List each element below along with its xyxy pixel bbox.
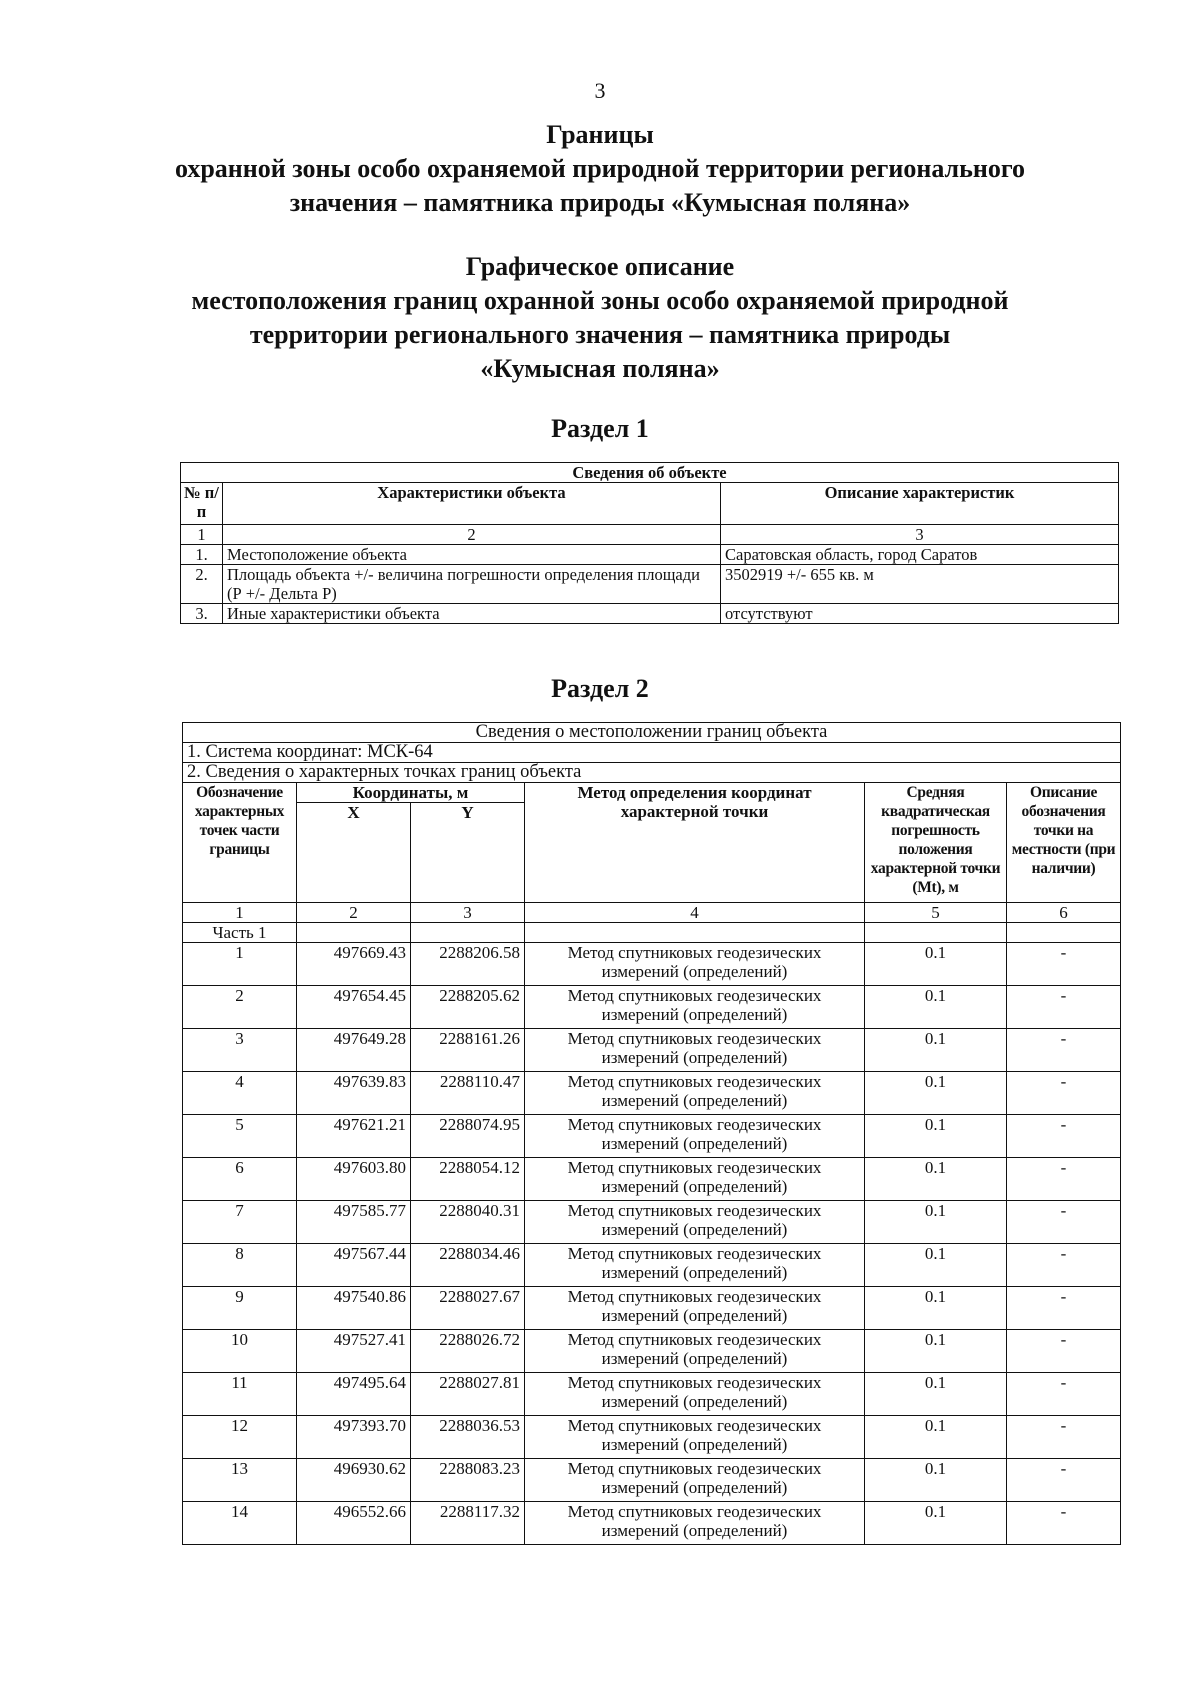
row-number: 2. (181, 565, 223, 604)
table-row (181, 545, 1119, 565)
col-number: 3 (411, 903, 525, 923)
point-description: - (1007, 1330, 1121, 1373)
table-row (183, 1158, 1121, 1201)
coord-y: 2288026.72 (411, 1330, 525, 1373)
coord-y: 2288040.31 (411, 1201, 525, 1244)
col-number: 2 (297, 903, 411, 923)
title-line: значения – памятника природы «Кумысная поляна» (289, 188, 911, 217)
method: Метод спутниковых геодезических измерений (определений) (525, 1373, 865, 1416)
coord-x: 497540.86 (297, 1287, 411, 1330)
method: Метод спутниковых геодезических измерений (определений) (525, 986, 865, 1029)
empty-cell (1007, 923, 1121, 943)
row-description: 3502919 +/- 655 кв. м (721, 565, 1119, 604)
coord-y: 2288117.32 (411, 1502, 525, 1545)
coord-x: 497393.70 (297, 1416, 411, 1459)
point-id: 13 (183, 1459, 297, 1502)
point-description: - (1007, 986, 1121, 1029)
coord-x: 497649.28 (297, 1029, 411, 1072)
point-description: - (1007, 943, 1121, 986)
point-description: - (1007, 1287, 1121, 1330)
point-id: 8 (183, 1244, 297, 1287)
row-characteristic: Местоположение объекта (223, 545, 721, 565)
method: Метод спутниковых геодезических измерений (определений) (525, 1416, 865, 1459)
col-number: 2 (223, 525, 721, 545)
coord-y: 2288074.95 (411, 1115, 525, 1158)
point-description: - (1007, 1373, 1121, 1416)
coord-y: 2288054.12 (411, 1158, 525, 1201)
coord-x: 497567.44 (297, 1244, 411, 1287)
mean-error: 0.1 (865, 1373, 1007, 1416)
col-number: 6 (1007, 903, 1121, 923)
coord-x: 497639.83 (297, 1072, 411, 1115)
header-error: Средняя квадратическая погрешность положения характерной точки (Mt), м (865, 783, 1007, 903)
table-row (183, 1502, 1121, 1545)
document-title (60, 118, 1140, 220)
point-description: - (1007, 1029, 1121, 1072)
row-number: 1. (181, 545, 223, 565)
header-x: X (297, 803, 411, 903)
mean-error: 0.1 (865, 1416, 1007, 1459)
point-id: 11 (183, 1373, 297, 1416)
point-description: - (1007, 1502, 1121, 1545)
mean-error: 0.1 (865, 1029, 1007, 1072)
col-number: 3 (721, 525, 1119, 545)
page-number: 3 (594, 78, 606, 103)
coord-y: 2288027.81 (411, 1373, 525, 1416)
method: Метод спутниковых геодезических измерений (определений) (525, 943, 865, 986)
method: Метод спутниковых геодезических измерений (определений) (525, 1502, 865, 1545)
empty-cell (297, 923, 411, 943)
method: Метод спутниковых геодезических измерений (определений) (525, 1287, 865, 1330)
table-caption: Сведения о местоположении границ объекта (183, 723, 1121, 743)
coordinate-system: 1. Система координат: МСК-64 (183, 743, 1121, 763)
point-description: - (1007, 1115, 1121, 1158)
coord-y: 2288161.26 (411, 1029, 525, 1072)
table-row (183, 1201, 1121, 1244)
coord-y: 2288206.58 (411, 943, 525, 986)
coord-x: 497495.64 (297, 1373, 411, 1416)
method: Метод спутниковых геодезических измерений (определений) (525, 1330, 865, 1373)
mean-error: 0.1 (865, 1244, 1007, 1287)
table-row (183, 1459, 1121, 1502)
point-id: 3 (183, 1029, 297, 1072)
empty-cell (525, 923, 865, 943)
point-description: - (1007, 1072, 1121, 1115)
header-point-description: Описание обозначения точки на местности (при наличии) (1007, 783, 1121, 903)
point-id: 7 (183, 1201, 297, 1244)
empty-cell (865, 923, 1007, 943)
col-number: 5 (865, 903, 1007, 923)
table-row (183, 1373, 1121, 1416)
col-number: 1 (181, 525, 223, 545)
coord-x: 496930.62 (297, 1459, 411, 1502)
coord-x: 497654.45 (297, 986, 411, 1029)
coord-x: 497585.77 (297, 1201, 411, 1244)
point-description: - (1007, 1244, 1121, 1287)
point-id: 5 (183, 1115, 297, 1158)
coord-x: 497669.43 (297, 943, 411, 986)
table-row (183, 1330, 1121, 1373)
table-row (183, 1072, 1121, 1115)
point-id: 6 (183, 1158, 297, 1201)
point-id: 1 (183, 943, 297, 986)
table-row (181, 565, 1119, 604)
subtitle-line: местоположения границ охранной зоны особо охраняемой природной (191, 286, 1009, 315)
coord-y: 2288110.47 (411, 1072, 525, 1115)
row-characteristic: Иные характеристики объекта (223, 604, 721, 624)
table-row (183, 986, 1121, 1029)
table-caption: Сведения об объекте (181, 463, 1119, 483)
subtitle-line: «Кумысная поляна» (480, 354, 720, 383)
mean-error: 0.1 (865, 943, 1007, 986)
coord-x: 496552.66 (297, 1502, 411, 1545)
method: Метод спутниковых геодезических измерений (определений) (525, 1201, 865, 1244)
method: Метод спутниковых геодезических измерений (определений) (525, 1115, 865, 1158)
coord-x: 497603.80 (297, 1158, 411, 1201)
row-number: 3. (181, 604, 223, 624)
col-number: 1 (183, 903, 297, 923)
point-id: 10 (183, 1330, 297, 1373)
document-subtitle (60, 250, 1140, 386)
subtitle-line: территории регионального значения – памятника природы (249, 320, 951, 349)
section2-title: Раздел 2 (551, 674, 649, 703)
method: Метод спутниковых геодезических измерений (определений) (525, 1072, 865, 1115)
mean-error: 0.1 (865, 1158, 1007, 1201)
section1-title: Раздел 1 (551, 414, 649, 443)
mean-error: 0.1 (865, 1287, 1007, 1330)
coord-y: 2288083.23 (411, 1459, 525, 1502)
mean-error: 0.1 (865, 986, 1007, 1029)
table-row (183, 1416, 1121, 1459)
point-id: 2 (183, 986, 297, 1029)
header-coordinates: Координаты, м (297, 783, 525, 803)
header-characteristics: Характеристики объекта (223, 483, 721, 525)
point-id: 12 (183, 1416, 297, 1459)
method: Метод спутниковых геодезических измерений (определений) (525, 1029, 865, 1072)
points-caption: 2. Сведения о характерных точках границ объекта (183, 763, 1121, 783)
coord-y: 2288027.67 (411, 1287, 525, 1330)
coord-x: 497621.21 (297, 1115, 411, 1158)
table-row (183, 943, 1121, 986)
coord-y: 2288205.62 (411, 986, 525, 1029)
header-method: Метод определения координат характерной точки (525, 783, 865, 903)
coord-y: 2288034.46 (411, 1244, 525, 1287)
mean-error: 0.1 (865, 1072, 1007, 1115)
row-characteristic: Площадь объекта +/- величина погрешности определения площади (Р +/- Дельта Р) (223, 565, 721, 604)
table-row (181, 604, 1119, 624)
row-description: Саратовская область, город Саратов (721, 545, 1119, 565)
mean-error: 0.1 (865, 1201, 1007, 1244)
table-row (183, 1115, 1121, 1158)
mean-error: 0.1 (865, 1330, 1007, 1373)
title-line: Границы (546, 120, 654, 149)
table-row (183, 1287, 1121, 1330)
header-y: Y (411, 803, 525, 903)
header-description: Описание характеристик (721, 483, 1119, 525)
point-id: 14 (183, 1502, 297, 1545)
row-description: отсутствуют (721, 604, 1119, 624)
mean-error: 0.1 (865, 1115, 1007, 1158)
title-line: охранной зоны особо охраняемой природной территории регионального (174, 154, 1026, 183)
mean-error: 0.1 (865, 1502, 1007, 1545)
method: Метод спутниковых геодезических измерений (определений) (525, 1158, 865, 1201)
point-id: 9 (183, 1287, 297, 1330)
table-row (183, 1244, 1121, 1287)
boundary-points-table (182, 722, 1121, 1545)
table-row (183, 1029, 1121, 1072)
point-description: - (1007, 1201, 1121, 1244)
point-description: - (1007, 1416, 1121, 1459)
method: Метод спутниковых геодезических измерений (определений) (525, 1459, 865, 1502)
col-number: 4 (525, 903, 865, 923)
point-description: - (1007, 1459, 1121, 1502)
point-id: 4 (183, 1072, 297, 1115)
object-info-table (180, 462, 1119, 624)
empty-cell (411, 923, 525, 943)
header-no: № п/п (181, 483, 223, 525)
part-label: Часть 1 (183, 923, 297, 943)
point-description: - (1007, 1158, 1121, 1201)
coord-y: 2288036.53 (411, 1416, 525, 1459)
subtitle-line: Графическое описание (465, 252, 735, 281)
header-designation: Обозначение характерных точек части границы (183, 783, 297, 903)
mean-error: 0.1 (865, 1459, 1007, 1502)
coord-x: 497527.41 (297, 1330, 411, 1373)
method: Метод спутниковых геодезических измерений (определений) (525, 1244, 865, 1287)
